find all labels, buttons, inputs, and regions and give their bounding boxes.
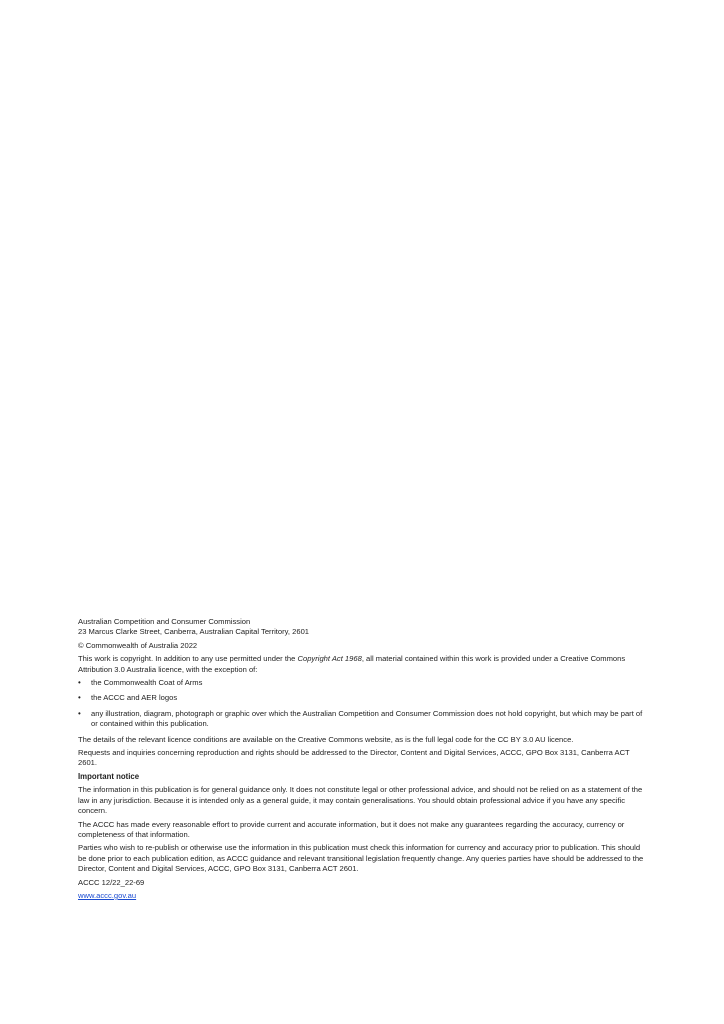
copyright-notice: © Commonwealth of Australia 2022 (78, 640, 198, 650)
copyright-intro-post: , all material contained within this work is provided under a Creative Commons Attribution 3.0 Australia licence, with the exception of: (78, 654, 626, 674)
reproduction-requests: Requests and inquiries concerning reproduction and rights should be addressed to the Director, Content and Digital Services, ACCC, GPO Box 3131, Canberra ACT 2601. (78, 748, 630, 768)
licence-details: The details of the relevant licence conditions are available on the Creative Commons website, as is the full legal code for the CC BY 3.0 AU licence. (78, 734, 574, 744)
notice-paragraph: The information in this publication is for general guidance only. It does not constitute legal or other professional advice, and should not be relied on as a statement of the law in any jurisdiction. Because it is intended only as a general guide, it may contain generalisations. You should obtain professional advice if you have any specific concern. (78, 785, 643, 816)
reference-code: ACCC 12/22_22-69 (78, 877, 145, 887)
list-item: • the ACCC and AER logos (78, 693, 178, 703)
copyright-intro-pre: This work is copyright. In addition to any use permitted under the (78, 654, 298, 664)
important-notice-heading: Important notice (78, 771, 140, 781)
list-item: • the Commonwealth Coat of Arms (78, 678, 203, 688)
notice-paragraph: The ACCC has made every reasonable effort to provide current and accurate information, but it does not make any guarantees regarding the accuracy, currency or completeness of that information. (78, 819, 625, 839)
bullet-icon: • (78, 693, 81, 703)
copyright-intro (78, 654, 644, 675)
imprint-block (78, 617, 644, 904)
copyright-act-title: Copyright Act 1968 (297, 654, 362, 664)
list-item: • any illustration, diagram, photograph or graphic over which the Australian Competition and Consumer Commission does not hold copyright, but which may be part of or contained within this publication. (78, 708, 643, 729)
publisher-name: Australian Competition and Consumer Commission (78, 617, 251, 626)
publisher-address: 23 Marcus Clarke Street, Canberra, Australian Capital Territory, 2601 (78, 627, 310, 637)
publisher-address-block (78, 617, 644, 638)
exceptions-list (78, 678, 644, 730)
bullet-icon: • (78, 708, 81, 718)
website-link[interactable]: www.accc.gov.au (78, 890, 137, 900)
bullet-icon: • (78, 678, 81, 688)
notice-paragraph: Parties who wish to re-publish or otherwise use the information in this publication must check this information for currency and accuracy prior to publication. This should be done prior to each publication edition, as ACCC guidance and relevant transitional legislation frequently change. Any queries parties have should be addressed to the Director, Content and Digital Services, ACCC, GPO Box 3131, Canberra ACT 2601. (78, 843, 644, 874)
